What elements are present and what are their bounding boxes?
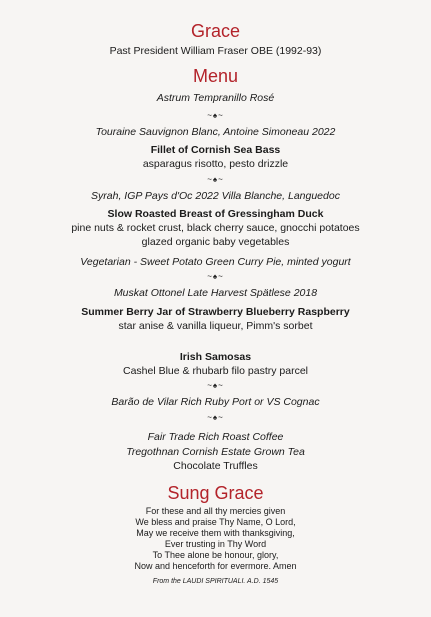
divider: ~♠~ xyxy=(207,413,224,422)
grace-subtitle: Past President William Fraser OBE (1992-93) xyxy=(109,45,322,57)
verse-line: To Thee alone be honour, glory, xyxy=(152,550,279,560)
course-dessert-desc: star anise & vanilla liqueur, Pimm's sorbet xyxy=(118,320,313,332)
course-duck-title: Slow Roasted Breast of Gressingham Duck xyxy=(107,208,324,220)
wine-syrah: Syrah, IGP Pays d'Oc 2022 Villa Blanche, Languedoc xyxy=(91,190,340,202)
divider: ~♠~ xyxy=(207,111,224,120)
course-samosas-title: Irish Samosas xyxy=(179,351,252,363)
wine-sauvignon: Touraine Sauvignon Blanc, Antoine Simoneau 2022 xyxy=(95,126,336,138)
course-duck-desc-2: glazed organic baby vegetables xyxy=(141,236,290,248)
course-samosas-desc: Cashel Blue & rhubarb filo pastry parcel xyxy=(122,365,308,377)
wine-port: Barão de Vilar Rich Ruby Port or VS Cognac xyxy=(111,396,320,408)
course-dessert-title: Summer Berry Jar of Strawberry Blueberry Raspberry xyxy=(81,306,350,318)
grace-heading: Grace xyxy=(190,21,241,41)
tea-line: Tregothnan Cornish Estate Grown Tea xyxy=(126,446,305,458)
course-vegetarian: Vegetarian - Sweet Potato Green Curry Pie, minted yogurt xyxy=(80,256,351,268)
divider: ~♠~ xyxy=(207,381,224,390)
divider: ~♠~ xyxy=(207,175,224,184)
verse-line: We bless and praise Thy Name, O Lord, xyxy=(135,517,296,527)
coffee-line: Fair Trade Rich Roast Coffee xyxy=(147,431,284,443)
verse-line: May we receive them with thanksgiving, xyxy=(136,528,295,538)
verse-line: For these and all thy mercies given xyxy=(145,506,286,516)
menu-heading: Menu xyxy=(192,66,239,86)
course-sea-bass-desc: asparagus risotto, pesto drizzle xyxy=(142,158,289,170)
sung-grace-heading: Sung Grace xyxy=(167,483,264,503)
wine-muskat: Muskat Ottonel Late Harvest Spätlese 2018 xyxy=(113,287,318,299)
divider: ~♠~ xyxy=(207,272,224,281)
verse-credit: From the LAUDI SPIRITUALI. A.D. 1545 xyxy=(152,578,279,585)
truffles-line: Chocolate Truffles xyxy=(173,460,258,472)
verse-line: Now and henceforth for evermore. Amen xyxy=(134,561,297,571)
course-sea-bass-title: Fillet of Cornish Sea Bass xyxy=(150,144,281,156)
wine-rose: Astrum Tempranillo Rosé xyxy=(156,92,275,104)
course-duck-desc: pine nuts & rocket crust, black cherry sauce, gnocchi potatoes xyxy=(71,222,360,234)
verse-line: Ever trusting in Thy Word xyxy=(164,539,267,549)
